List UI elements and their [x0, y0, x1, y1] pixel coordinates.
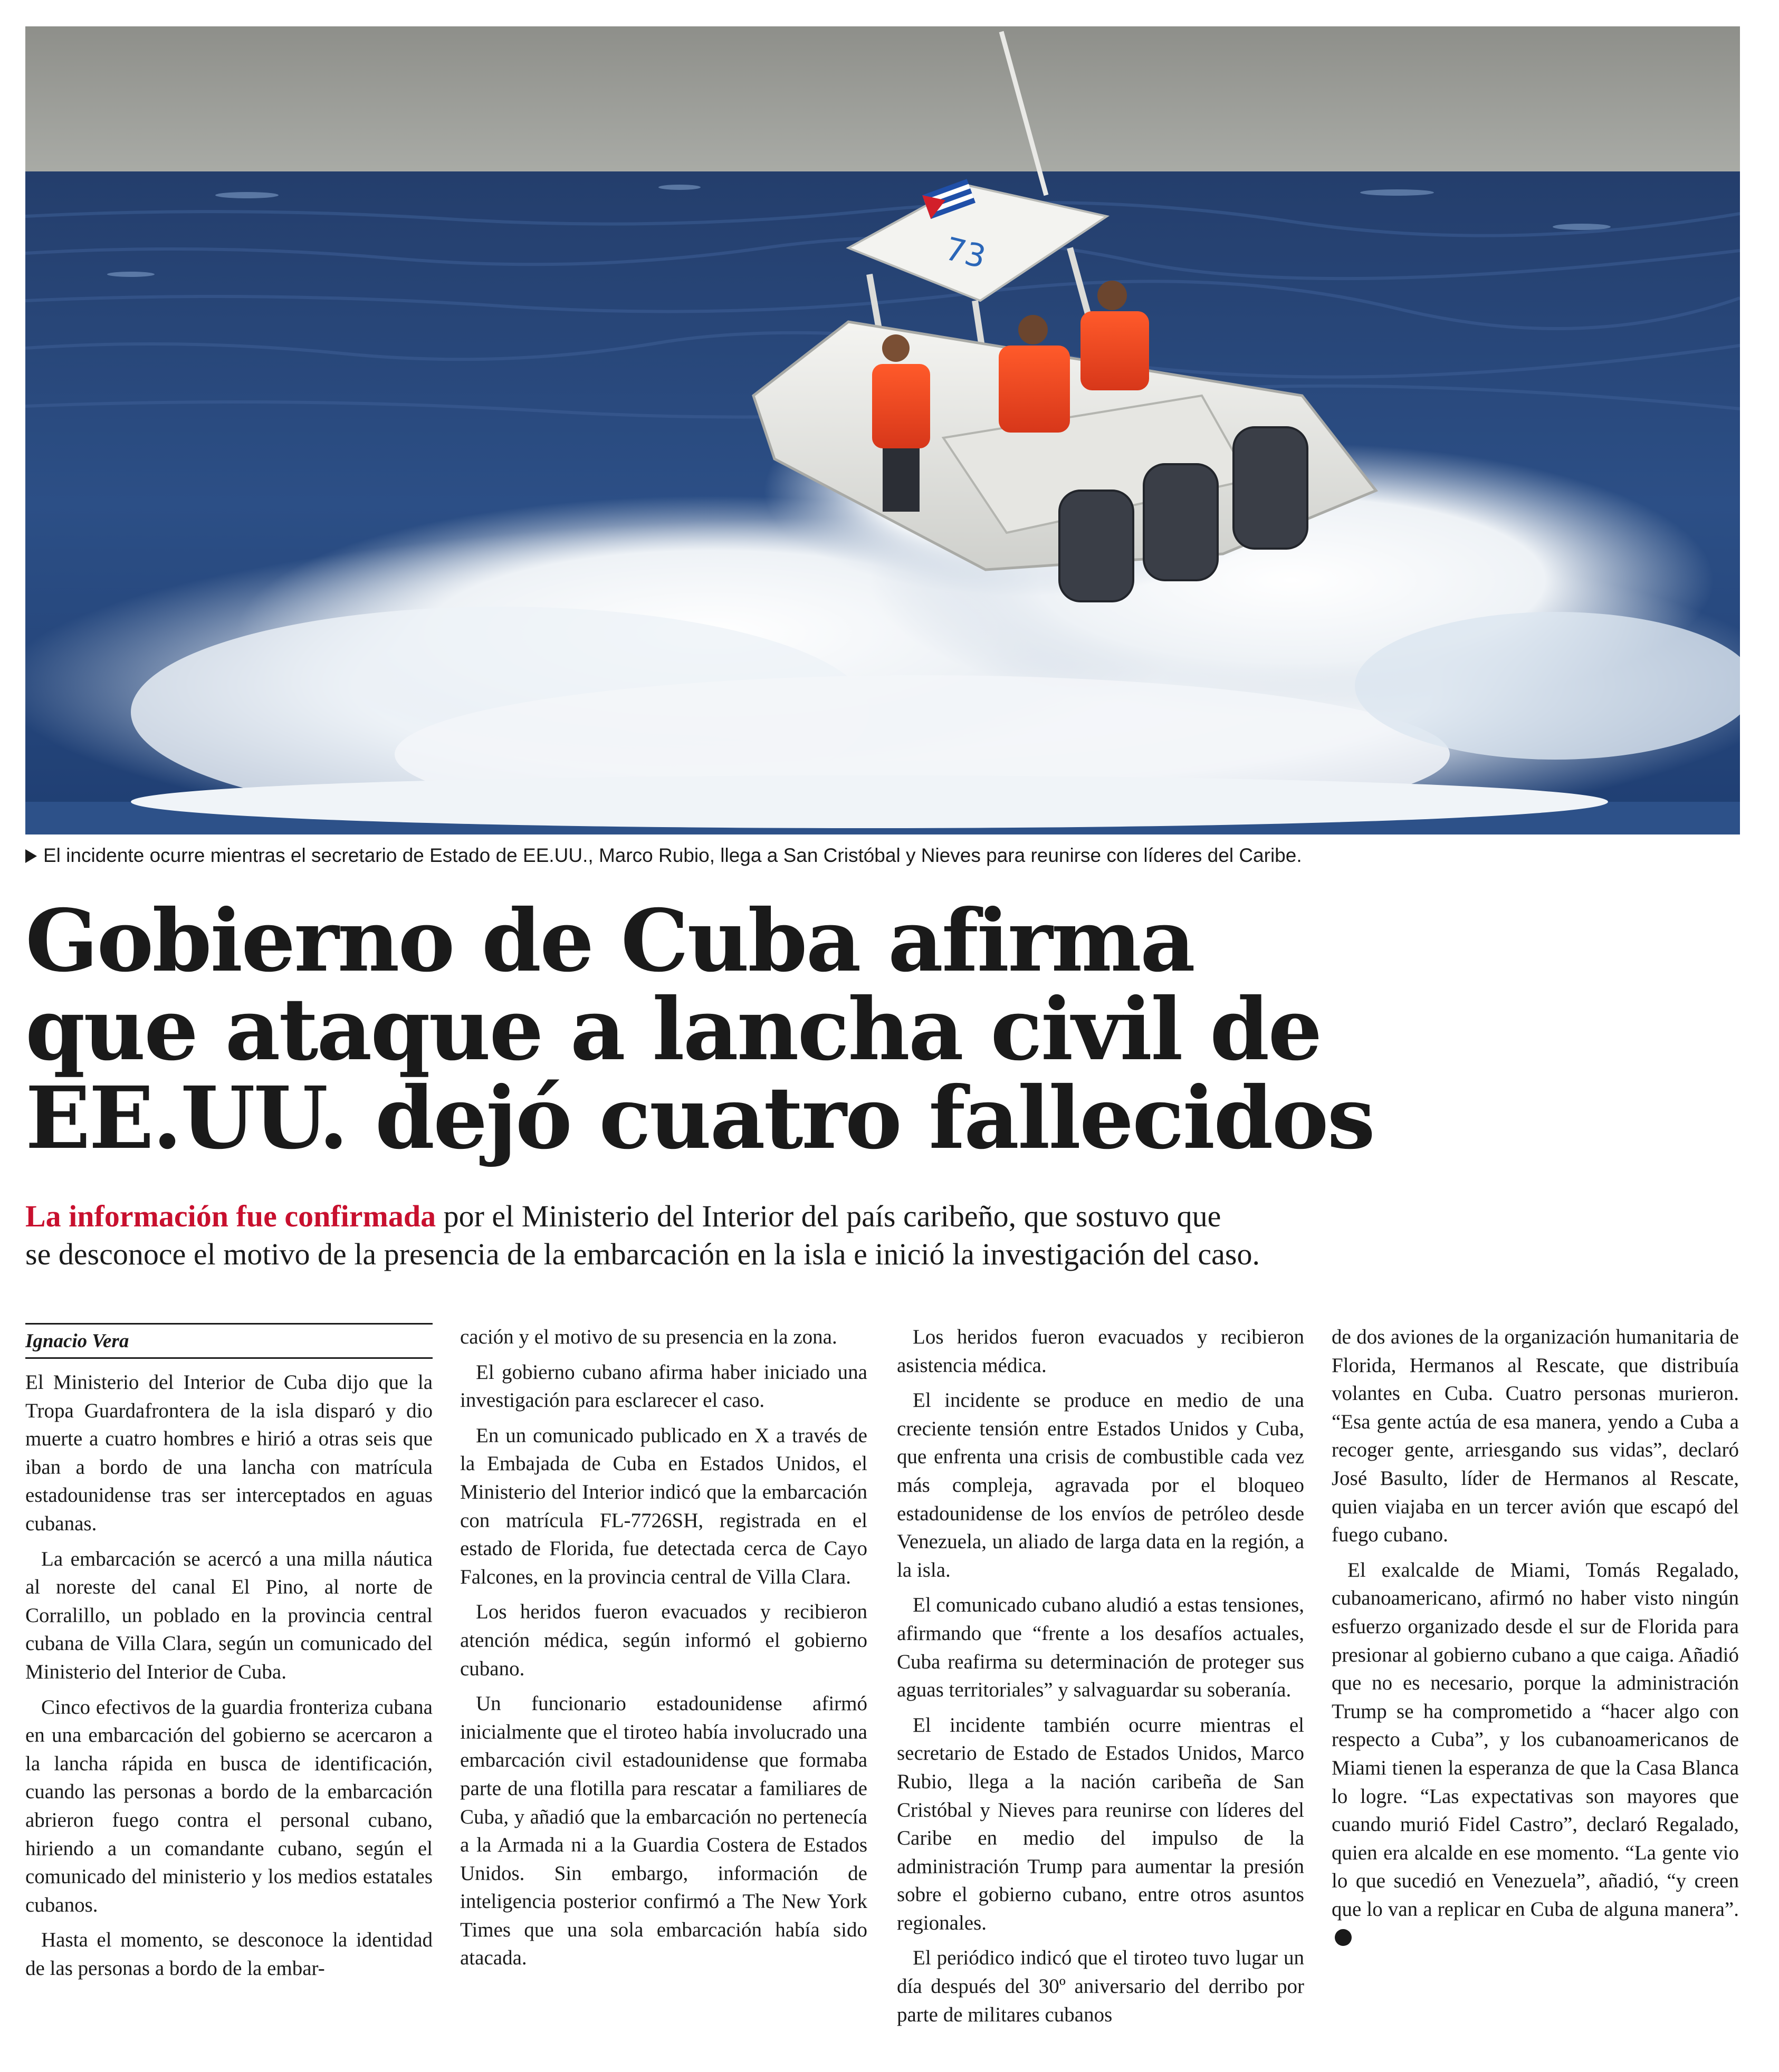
paragraph: El periódico indicó que el tiroteo tuvo lugar un día después del 30º aniversario del derribo por parte de militares cubanos: [897, 1946, 1304, 2026]
paragraph: El gobierno cubano afirma haber iniciado una investigación para esclarecer el caso.: [460, 1360, 867, 1412]
paragraph-text: El exalcalde de Miami, Tomás Regalado, cubanoamericano, afirmó no haber visto ningún esfuerzo organizado desde el sur de Florida para presionar al gobierno cubano a que caiga. Añadió que no es necesario, porque la administración Trump se ha comprometido a “hacer algo con respecto a Cuba”, y los cubanoamericanos de Miami tienen la esperanza de que la Casa Blanca lo logre. “Las expectativas son mayores que cuando murió Fidel Castro”, declaró Regalado, quien era alcalde en ese momento. “La gente vio lo que sucedió en Venezuela”, añadió, “y creen que lo van a replicar en Cuba de alguna manera”.: [1332, 1558, 1739, 1921]
subheadline-line-1: [25, 1197, 1429, 1235]
paragraph: Cinco efectivos de la guardia fronteriza cubana en una embarcación del gobierno se acercaron a la lancha rápida en busca de identificación, cuando las personas a bordo de la embarcación abrieron fuego contra el personal cubano, hiriendo a un comandante cubano, según el comunicado del ministerio y los medios estatales cubanos.: [25, 1695, 433, 1916]
paragraph: El incidente también ocurre mientras el secretario de Estado de Estados Unidos, Marco Rubio, llega a la nación caribeña de San Cristóbal y Nieves para reunirse con líderes del Caribe en medio del impulso de la administración Trump para aumentar la presión sobre el gobierno cubano, entre otros asuntos regionales.: [897, 1713, 1304, 1934]
subheadline: [25, 1197, 1429, 1273]
subheadline-lead: La información fue confirmada: [25, 1199, 436, 1233]
subheadline-line-1-rest: por el Ministerio del Interior del país caribeño, que sostuvo que: [436, 1199, 1221, 1233]
caption-arrow-icon: [25, 849, 37, 863]
caption-text: El incidente ocurre mientras el secretario de Estado de EE.UU., Marco Rubio, llega a San Cristóbal y Nieves para reunirse con líderes del Caribe.: [43, 845, 1302, 866]
headline-line-3: EE.UU. dejó cuatro fallecidos: [25, 1068, 1374, 1168]
headline: [25, 891, 1450, 1168]
boat-with-crew-icon: [25, 26, 1740, 834]
paragraph: El Ministerio del Interior de Cuba dijo que la Tropa Guardafrontera de la isla disparó y dio muerte a cuatro hombres e hirió a otras seis que iban a bordo de una lancha con matrícula estadounidense tras ser interceptados en aguas cubanas.: [25, 1371, 433, 1535]
paragraph: de dos aviones de la organización humanitaria de Florida, Hermanos al Rescate, que distribuía volantes en Cuba. Cuatro personas murieron. “Esa gente actúa de esa manera, yendo a Cuba a recoger gente, arriesgando sus vidas”, declaró José Basulto, líder de Hermanos al Rescate, quien viajaba en un tercer avión que escapó del fuego cubano.: [1332, 1326, 1739, 1547]
paragraph: El incidente se produce en medio de una creciente tensión entre Estados Unidos y Cuba, que enfrenta una crisis de combustible cada vez más compleja, agravada por el bloqueo estadounidense de los envíos de petróleo desde Venezuela, un aliado de larga data en la región, a la isla.: [897, 1389, 1304, 1581]
article-column-2: [460, 1323, 867, 1979]
paragraph: Los heridos fueron evacuados y recibieron asistencia médica.: [897, 1326, 1304, 1377]
svg-text:73: 73: [941, 230, 990, 276]
paragraph: El comunicado cubano aludió a estas tensiones, afirmando que “frente a los desafíos actuales, Cuba reafirma su determinación de proteger sus aguas territoriales” y salvaguardar su soberanía.: [897, 1594, 1304, 1702]
news-photo: [25, 26, 1740, 834]
paragraph: Hasta el momento, se desconoce la identidad de las personas a bordo de la embar-: [25, 1929, 433, 1980]
article-column-4: [1332, 1323, 1739, 1959]
subheadline-line-2: se desconoce el motivo de la presencia de la embarcación en la isla e inició la investigación del caso.: [25, 1237, 1260, 1271]
article-column-3: [897, 1323, 1304, 2036]
paragraph: La embarcación se acercó a una milla náutica al noreste del canal El Pino, al norte de Corralillo, un poblado en la provincia central cubana de Villa Clara, según un comunicado del Ministerio del Interior de Cuba.: [25, 1547, 433, 1683]
article-column-1: [25, 1323, 433, 1989]
headline-line-1: Gobierno de Cuba afirma: [25, 891, 1194, 991]
paragraph: En un comunicado publicado en X a través de la Embajada de Cuba en Estados Unidos, el Ministerio del Interior indicó que la embarcación con matrícula FL-7726SH, registrada en el estado de Florida, fue detectada cerca de Cayo Falcones, en la provincia central de Villa Clara.: [460, 1424, 867, 1588]
paragraph: [1332, 1556, 1739, 1952]
end-of-article-icon: [1335, 1929, 1352, 1946]
paragraph: Los heridos fueron evacuados y recibieron atención médica, según informó el gobierno cubano.: [460, 1600, 867, 1680]
byline: Ignacio Vera: [25, 1323, 433, 1359]
paragraph: Un funcionario estadounidense afirmó inicialmente que el tiroteo había involucrado una embarcación civil estadounidense que formaba parte de una flotilla para rescatar a familiares de Cuba, y añadió que la embarcación no pertenecía a la Armada ni a la Guardia Costera de Estados Unidos. Sin embargo, información de inteligencia posterior confirmó a The New York Times que una sola embarcación había sido atacada.: [460, 1692, 867, 1970]
paragraph: cación y el motivo de su presencia en la zona.: [460, 1326, 837, 1348]
headline-line-2: que ataque a lancha civil de: [25, 980, 1321, 1080]
photo-caption: [25, 842, 1745, 869]
